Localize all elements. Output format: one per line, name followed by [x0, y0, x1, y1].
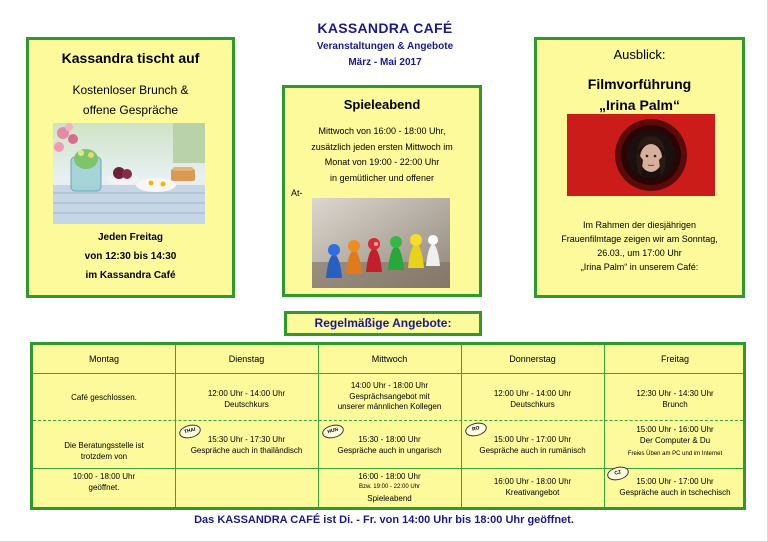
- badge-thai: THAI: [178, 423, 202, 441]
- friday-row3-title: Gespräche auch in tschechisch: [619, 487, 731, 497]
- monday-row3-line1: 10:00 - 18:00 Uhr: [72, 472, 136, 481]
- film-outlook-label: Ausblick:: [613, 47, 666, 62]
- wednesday-row1: [318, 381, 461, 413]
- flyer-subtitle: Veranstaltungen & Angebote: [316, 41, 454, 52]
- friday-row3: [604, 477, 746, 498]
- film-photo: [567, 114, 715, 196]
- wednesday-row3: [318, 472, 461, 504]
- film-line-1: Im Rahmen der diesjährigen: [582, 220, 697, 230]
- badge-cz: CZ: [606, 465, 630, 483]
- wednesday-row2-time: 15:30 - 18:00 Uhr: [358, 435, 421, 444]
- friday-row1: [604, 389, 746, 410]
- col-divider: [175, 345, 176, 507]
- thursday-row2: [461, 435, 604, 456]
- games-line-1: Mittwoch von 16:00 - 18:00 Uhr,: [318, 126, 446, 136]
- badge-hun: HUN: [321, 423, 345, 441]
- day-header-thursday: Donnerstag: [509, 354, 556, 364]
- thursday-row1-time: 12:00 Uhr - 14:00 Uhr: [493, 389, 572, 398]
- thursday-row3-title: Kreativangebot: [505, 487, 560, 497]
- tuesday-row1-time: 12:00 Uhr - 14:00 Uhr: [207, 389, 286, 398]
- monday-row3-line2: geöffnet.: [88, 482, 120, 492]
- film-title: [537, 74, 742, 116]
- friday-row1-title: Brunch: [662, 399, 688, 409]
- wednesday-row1-line2: Gesprächsangebot mit: [349, 391, 430, 401]
- thursday-row1-title: Deutschkurs: [510, 399, 555, 409]
- film-title-1: Filmvorführung: [587, 76, 692, 92]
- flyer-header: [285, 20, 485, 68]
- flyer-title: KASSANDRA CAFÉ: [317, 20, 453, 36]
- film-description: [537, 218, 742, 274]
- brunch-description: [29, 80, 232, 120]
- tuesday-row1-title: Deutschkurs: [224, 399, 269, 409]
- brunch-title: Kassandra tischt auf: [61, 50, 200, 66]
- games-description: [285, 124, 479, 202]
- opening-hours-footer: Das KASSANDRA CAFÉ ist Di. - Fr. von 14:00 Uhr bis 18:00 Uhr geöffnet.: [194, 514, 574, 526]
- brunch-line-2: offene Gespräche: [82, 103, 179, 117]
- friday-row2-note: Freies Üben am PC und im Internet: [627, 451, 723, 457]
- brunch-where: im Kassandra Café: [85, 270, 176, 281]
- friday-row2: [604, 425, 746, 459]
- wednesday-row3-time: 16:00 - 18:00 Uhr: [358, 472, 421, 481]
- tuesday-row2-title: Gespräche auch in thailändisch: [190, 445, 303, 455]
- row-divider: [33, 420, 743, 421]
- thursday-row1: [461, 389, 604, 410]
- day-header-tuesday: Dienstag: [228, 354, 265, 364]
- film-line-4: „Irina Palm“ in unserem Café:: [580, 262, 699, 272]
- wednesday-row1-line3: unserer männlichen Kollegen: [337, 402, 442, 411]
- badge-ro: RO: [464, 421, 488, 439]
- friday-row3-time: 15:00 Uhr - 17:00 Uhr: [636, 477, 714, 486]
- brunch-line-1: Kostenloser Brunch &: [72, 83, 189, 97]
- day-header-friday: Freitag: [660, 354, 689, 364]
- flyer-period: März - Mai 2017: [348, 57, 422, 68]
- thursday-row3: [461, 477, 604, 498]
- wednesday-row3-title: Spieleabend: [367, 493, 412, 503]
- wednesday-row3-alt-time: Bzw. 19:00 - 22:00 Uhr: [358, 483, 421, 490]
- monday-row2-line1: Die Beratungsstelle ist: [64, 441, 144, 450]
- wednesday-row2-title: Gespräche auch in ungarisch: [337, 445, 442, 455]
- games-photo: [312, 198, 450, 288]
- brunch-when-1: Jeden Freitag: [97, 232, 164, 243]
- games-line-4: in gemütlicher und offener: [330, 172, 434, 183]
- brunch-photo: [53, 123, 205, 224]
- wednesday-row2: [318, 435, 461, 456]
- friday-row2-title: Der Computer & Du: [639, 435, 711, 445]
- wednesday-row1-time: 14:00 Uhr - 18:00 Uhr: [350, 381, 429, 390]
- brunch-schedule: [29, 228, 232, 285]
- monday-row2-line2: trotzdem von: [80, 451, 128, 461]
- section-title-regular-offers: Regelmäßige Angebote:: [284, 311, 482, 336]
- games-line-2: zusätzlich jeden ersten Mittwoch im: [311, 141, 453, 152]
- monday-row1: Café geschlossen.: [71, 393, 137, 402]
- tuesday-row2-time: 15:30 Uhr - 17:30 Uhr: [207, 435, 286, 444]
- friday-row2-time: 15:00 Uhr - 16:00 Uhr: [636, 425, 714, 434]
- row-divider: [33, 373, 743, 374]
- thursday-row2-title: Gespräche auch in rumänisch: [479, 445, 586, 455]
- games-line-5: At-: [291, 188, 303, 198]
- day-header-monday: Montag: [88, 354, 120, 364]
- tuesday-row2: [175, 435, 318, 456]
- film-title-2: „Irina Palm“: [599, 97, 680, 113]
- tuesday-row1: [175, 389, 318, 410]
- schedule-table: [30, 342, 746, 510]
- monday-row3: [33, 472, 175, 493]
- games-line-3: Monat von 19:00 - 22:00 Uhr: [324, 157, 440, 167]
- film-line-3: 26.03., um 17:00 Uhr: [597, 248, 682, 258]
- friday-row1-time: 12:30 Uhr - 14:30 Uhr: [636, 389, 714, 398]
- thursday-row2-time: 15:00 Uhr - 17:00 Uhr: [493, 435, 572, 444]
- film-line-2: Frauenfilmtage zeigen wir am Sonntag,: [561, 234, 718, 244]
- monday-row2: [33, 441, 175, 462]
- games-title: Spieleabend: [343, 97, 421, 112]
- row-divider: [33, 468, 743, 469]
- brunch-when-2: von 12:30 bis 14:30: [84, 251, 177, 262]
- day-header-wednesday: Mittwoch: [371, 354, 408, 364]
- thursday-row3-time: 16:00 Uhr - 18:00 Uhr: [493, 477, 572, 486]
